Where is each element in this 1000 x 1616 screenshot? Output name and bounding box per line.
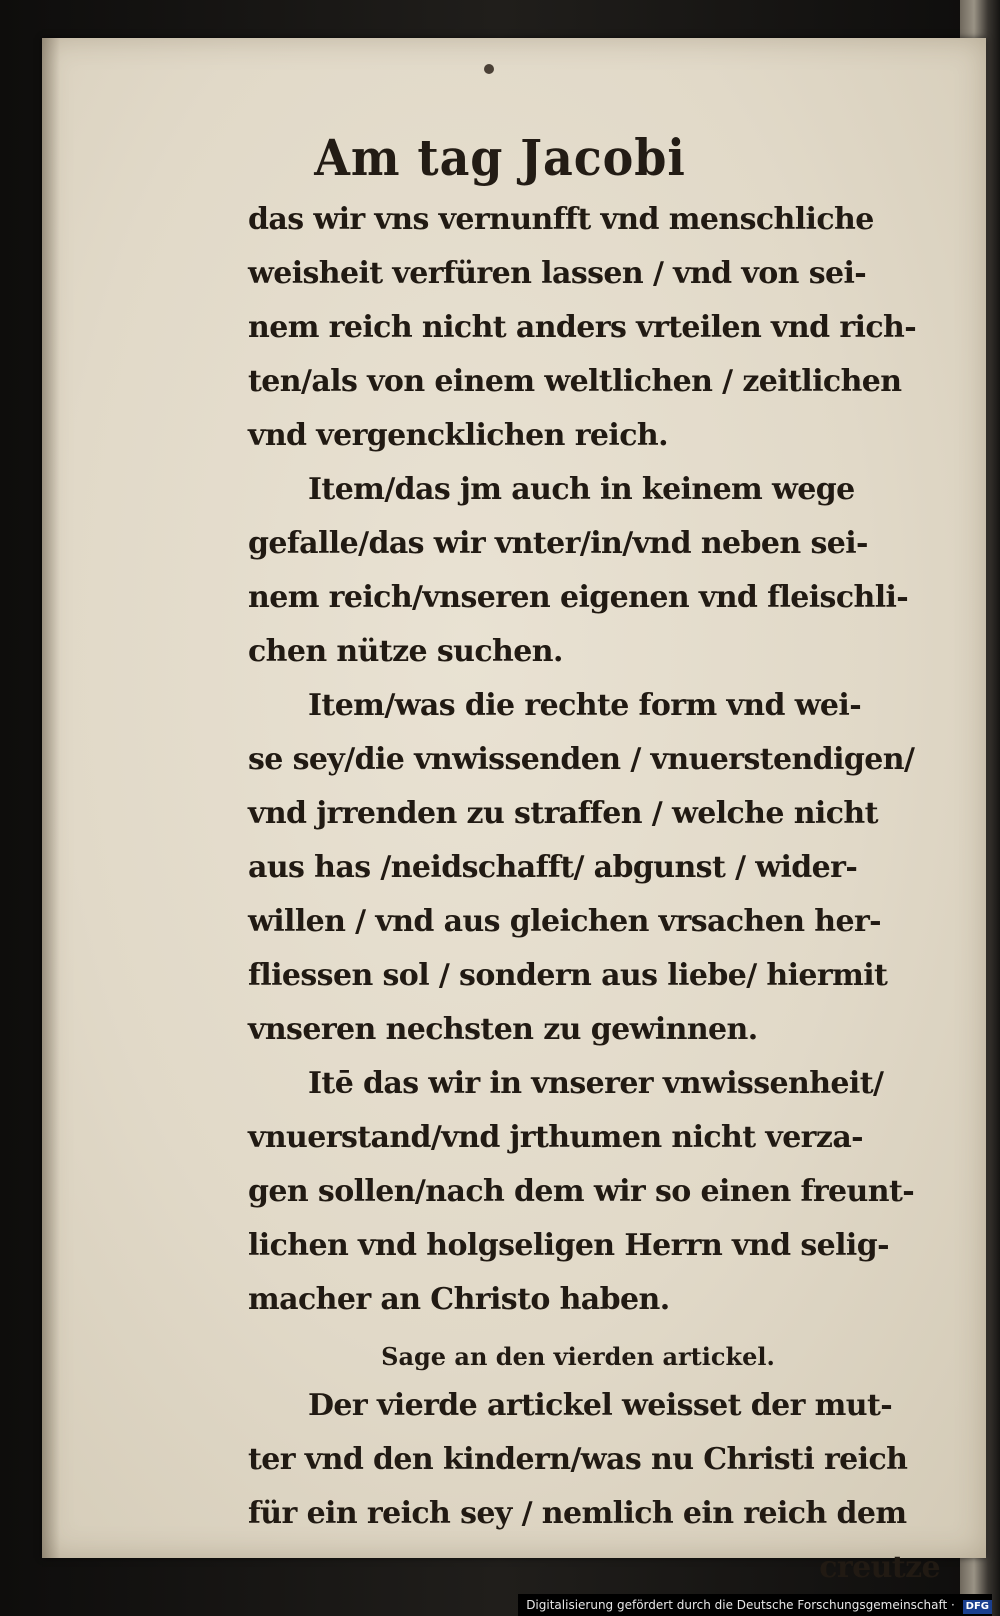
credit-text: Digitalisierung gefördert durch die Deutsche Forschungsgemeinschaft <box>526 1598 948 1612</box>
dfg-logo: DFG <box>963 1600 992 1614</box>
text-line: ter vnd den kindern/was nu Christi reich <box>248 1442 908 1477</box>
text-line: Item/was die rechte form vnd wei- <box>308 688 862 723</box>
text-line: vnd vergencklichen reich. <box>248 418 668 453</box>
text-line: fliessen sol / sondern aus liebe/ hiermit <box>248 958 888 993</box>
ink-spot <box>484 64 494 74</box>
text-line: macher an Christo haben. <box>248 1282 670 1317</box>
page-gutter-shadow <box>42 38 60 1558</box>
text-line: Item/das jm auch in keinem wege <box>308 472 855 507</box>
page-body <box>248 193 948 1595</box>
text-line: Itē das wir in vnserer vnwissenheit/ <box>308 1066 884 1101</box>
text-line: das wir vns vernunfft vnd menschliche <box>248 202 874 237</box>
text-line: weisheit verfüren lassen / vnd von sei- <box>248 256 867 291</box>
digitization-credit: Digitalisierung gefördert durch die Deutsche Forschungsgemeinschaft · DFG <box>518 1594 992 1616</box>
text-line: gen sollen/nach dem wir so einen freunt- <box>248 1174 915 1209</box>
text-line: se sey/die vnwissenden / vnuerstendigen/ <box>248 742 915 777</box>
text-line: ten/als von einem weltlichen / zeitlichen <box>248 364 902 399</box>
text-line: vnd jrrenden zu straffen / welche nicht <box>248 796 878 831</box>
text-line: für ein reich sey / nemlich ein reich dem <box>248 1496 907 1531</box>
text-line: chen nütze suchen. <box>248 634 563 669</box>
section-heading: Sage an den vierden artickel. <box>381 1342 775 1371</box>
text-line: Der vierde artickel weisset der mut- <box>308 1388 893 1423</box>
text-line: aus has /neidschafft/ abgunst / wider- <box>248 850 858 885</box>
text-line: gefalle/das wir vnter/in/vnd neben sei- <box>248 526 868 561</box>
text-line: nem reich/vnseren eigenen vnd fleischli- <box>248 580 909 615</box>
text-line: willen / vnd aus gleichen vrsachen her- <box>248 904 882 939</box>
catchword: creutze <box>819 1550 940 1585</box>
running-header: Am tag Jacobi <box>314 128 686 187</box>
text-line: lichen vnd holgseligen Herrn vnd selig- <box>248 1228 889 1263</box>
text-line: vnseren nechsten zu gewinnen. <box>248 1012 758 1047</box>
text-line: vnuerstand/vnd jrthumen nicht verza- <box>248 1120 864 1155</box>
text-line: nem reich nicht anders vrteilen vnd rich- <box>248 310 917 345</box>
